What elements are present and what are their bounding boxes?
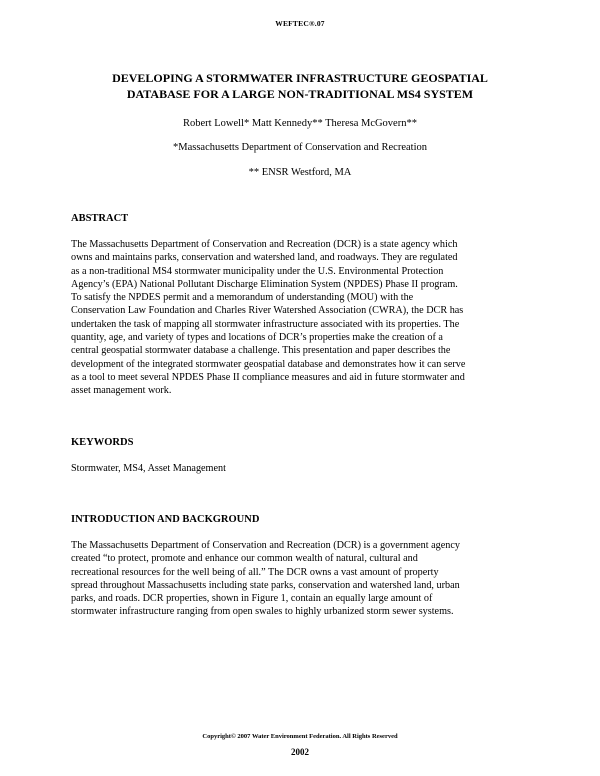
abstract-line: undertaken the task of mapping all stormwater infrastructure associated with its properties. The	[71, 318, 460, 330]
introduction-line: parks, and roads. DCR properties, shown in Figure 1, contain an equally large amount of	[71, 593, 433, 605]
abstract-line: owns and maintains parks, conservation and watershed land, and roadways. They are regulated	[71, 252, 458, 264]
copyright-notice: Copyright© 2007 Water Environment Federation. All Rights Reserved	[202, 733, 398, 740]
affiliation-1: *Massachusetts Department of Conservation and Recreation	[173, 142, 427, 153]
introduction-line: spread throughout Massachusetts including state parks, conservation and watershed land, urban	[71, 579, 460, 591]
title-line-1: DEVELOPING A STORMWATER INFRASTRUCTURE GEOSPATIAL	[112, 71, 488, 85]
abstract-line: To satisfy the NPDES permit and a memorandum of understanding (MOU) with the	[71, 292, 414, 304]
abstract-line: Conservation Law Foundation and Charles River Watershed Association (CWRA), the DCR has	[71, 305, 464, 317]
abstract-line: as a non-traditional MS4 stormwater municipality under the U.S. Environmental Protection	[71, 265, 444, 277]
abstract-line: development of the integrated stormwater geospatial database and demonstrates how it can serve	[71, 358, 466, 370]
keywords-heading: KEYWORDS	[71, 437, 134, 448]
abstract-line: Agency’s (EPA) National Pollutant Discharge Elimination System (NPDES) Phase II program.	[71, 278, 458, 290]
abstract-line: as a tool to meet several NPDES Phase II compliance measures and aid in future stormwater and	[71, 371, 465, 383]
abstract-line: quantity, age, and variety of types and locations of DCR’s properties make the creation of a	[71, 332, 443, 344]
paper-title	[60, 70, 540, 102]
abstract-heading: ABSTRACT	[71, 213, 129, 224]
introduction-body	[71, 539, 533, 619]
page-number: 2002	[291, 747, 309, 757]
introduction-line: recreational resources for the well being of all.” The DCR owns a vast amount of property	[71, 566, 439, 578]
introduction-heading: INTRODUCTION AND BACKGROUND	[71, 514, 260, 525]
abstract-line: asset management work.	[71, 385, 172, 397]
abstract-body	[71, 238, 533, 398]
abstract-line: The Massachusetts Department of Conservation and Recreation (DCR) is a state agency which	[71, 239, 458, 250]
author-list: Robert Lowell* Matt Kennedy** Theresa McGovern**	[183, 118, 417, 129]
keywords-text: Stormwater, MS4, Asset Management	[71, 463, 226, 474]
introduction-line: The Massachusetts Department of Conservation and Recreation (DCR) is a government agency	[71, 540, 460, 551]
title-line-2: DATABASE FOR A LARGE NON-TRADITIONAL MS4 SYSTEM	[126, 87, 474, 101]
introduction-line: created “to protect, promote and enhance our common wealth of natural, cultural and	[71, 553, 418, 565]
affiliation-2: ** ENSR Westford, MA	[248, 167, 352, 178]
running-header: WEFTEC®.07	[275, 19, 325, 28]
abstract-line: central geospatial stormwater database a challenge. This presentation and paper describes the	[71, 345, 451, 357]
introduction-line: stormwater infrastructure ranging from open swales to highly urbanized storm sewer systems.	[71, 606, 454, 618]
